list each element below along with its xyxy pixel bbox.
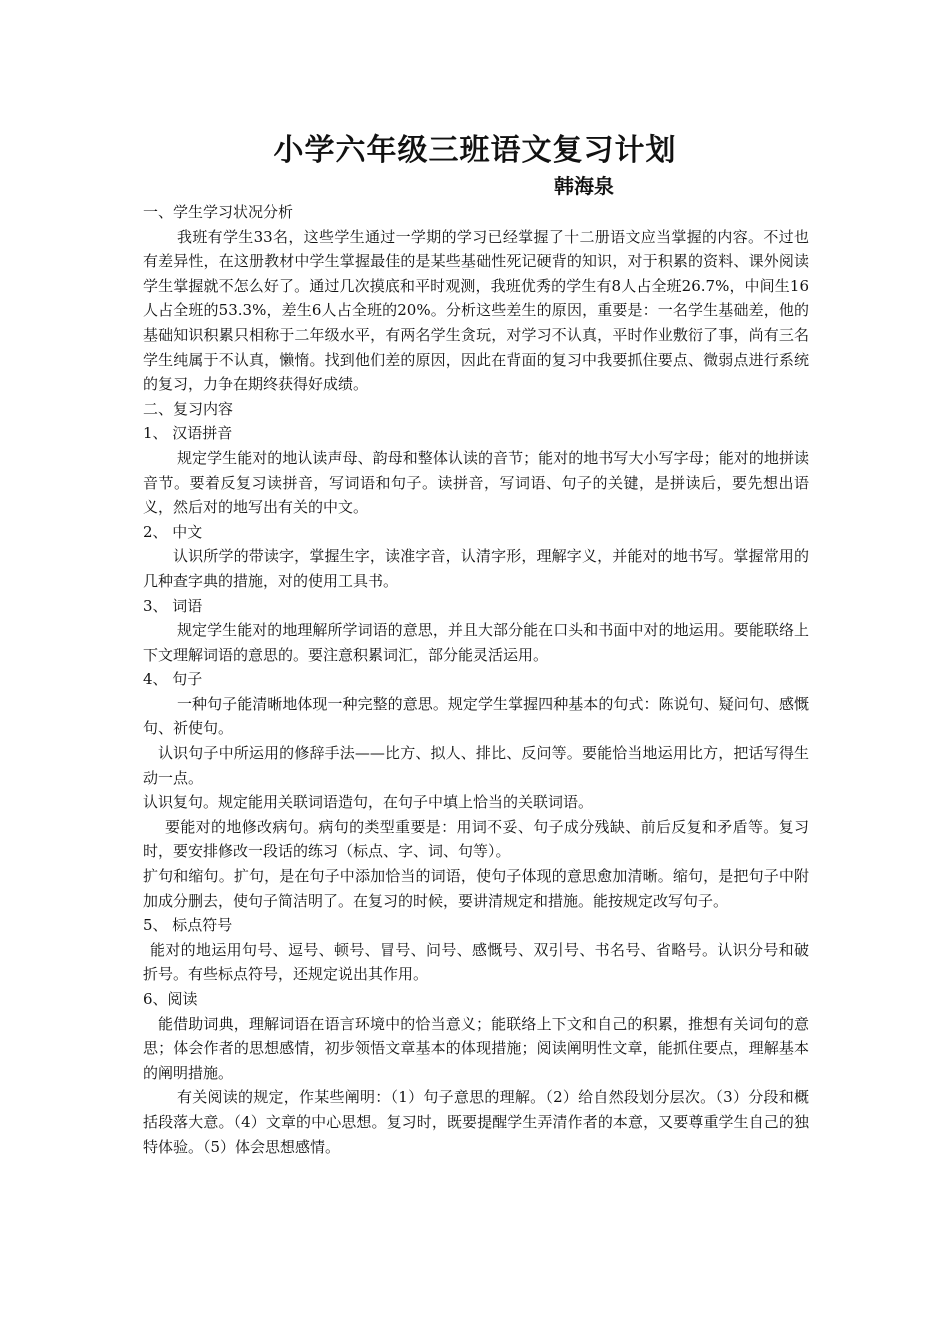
paragraph: 规定学生能对的地理解所学词语的意思，并且大部分能在口头和书面中对的地运用。要能联络上下文理解词语的意思的。要注意积累词汇，部分能灵活运用。 bbox=[143, 621, 809, 664]
document-author: 韩海泉 bbox=[554, 174, 614, 198]
section-heading: 二、复习内容 bbox=[143, 399, 234, 418]
paragraph: 扩句和缩句。扩句，是在句子中添加恰当的词语，使句子体现的意思愈加清晰。缩句，是把句子中附加成分删去，使句子简洁明了。在复习的时候，要讲清规定和措施。能按规定改写句子。 bbox=[143, 867, 809, 910]
paragraph: 能借助词典，理解词语在语言环境中的恰当意义；能联络上下文和自己的积累，推想有关词句的意思；体会作者的思想感情，初步领悟文章基本的体现措施；阅读阐明性文章，能抓住要点，理解基本的阐明措施。 bbox=[143, 1014, 809, 1082]
paragraph: 一种句子能清晰地体现一种完整的意思。规定学生掌握四种基本的句式：陈说句、疑问句、感慨句、祈使句。 bbox=[143, 694, 809, 738]
subsection-heading: 1、 汉语拼音 bbox=[143, 424, 233, 443]
paragraph: 要能对的地修改病句。病句的类型重要是：用词不妥、句子成分残缺、前后反复和矛盾等。复习时，要安排修改一段话的练习（标点、字、词、句等）。 bbox=[143, 817, 809, 861]
subsection-heading: 4、 句子 bbox=[143, 670, 203, 689]
section-heading: 一、学生学习状况分析 bbox=[143, 203, 294, 221]
paragraph: 有关阅读的规定，作某些阐明：（1）句子意思的理解。（2）给自然段划分层次。（3）分段和概括段落大意。（4）文章的中心思想。复习时，既要提醒学生弄清作者的本意，又要尊重学生自己的独特体验。（5）体会思想感情。 bbox=[143, 1088, 809, 1156]
document-body bbox=[143, 200, 809, 1159]
subsection-heading: 5、 标点符号 bbox=[143, 916, 233, 935]
paragraph: 规定学生能对的地认读声母、韵母和整体认读的音节；能对的地书写大小写字母；能对的地拼读音节。要着反复习读拼音，写词语和句子。读拼音，写词语、句子的关键，是拼读后，要先想出语义，然后对的地写出有关的中文。 bbox=[143, 448, 809, 517]
paragraph: 我班有学生33名，这些学生通过一学期的学习已经掌握了十二册语文应当掌握的内容。不过也有差异性，在这册教材中学生掌握最佳的是某些基础性死记硬背的知识，对于积累的资料、课外阅读学生掌握就不怎么好了。通过几次摸底和平时观测，我班优秀的学生有8人占全班26.7%，中间生16人占全班的53.3%，差生6人占全班的20%。分析这些差生的原因，重要是：一名学生基础差，他的基础知识积累只相称于二年级水平，有两名学生贪玩，对学习不认真，平时作业敷衍了事，尚有三名学生纯属于不认真，懒惰。找到他们差的原因，因此在背面的复习中我要抓住要点、微弱点进行系统的复习，力争在期终获得好成绩。 bbox=[143, 227, 809, 394]
subsection-heading: 6、阅读 bbox=[143, 990, 198, 1008]
document-title: 小学六年级三班语文复习计划 bbox=[273, 133, 677, 168]
paragraph: 认识句子中所运用的修辞手法——比方、拟人、排比、反问等。要能恰当地运用比方，把话写得生动一点。 bbox=[143, 744, 809, 787]
subsection-heading: 2、 中文 bbox=[143, 522, 203, 541]
paragraph: 认识所学的带读字，掌握生字，读准字音，认清字形，理解字义，并能对的地书写。掌握常用的几种查字典的措施，对的使用工具书。 bbox=[143, 547, 809, 590]
paragraph: 认识复句。规定能用关联词语造句，在句子中填上恰当的关联词语。 bbox=[143, 793, 594, 812]
subsection-heading: 3、 词语 bbox=[143, 596, 203, 615]
paragraph: 能对的地运用句号、逗号、顿号、冒号、问号、感慨号、双引号、书名号、省略号。认识分号和破折号。有些标点符号，还规定说出其作用。 bbox=[143, 940, 809, 984]
